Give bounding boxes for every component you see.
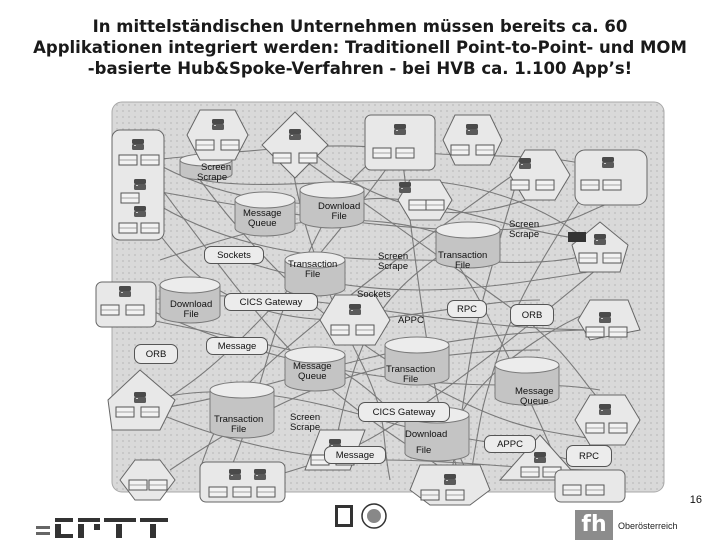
label-transaction-file-3: Transaction File xyxy=(386,364,436,385)
label-screen-scrape-3: Screen Scrape xyxy=(378,251,409,272)
label-transaction-file-2: Transaction File xyxy=(438,250,488,271)
label-appc-2: APPC xyxy=(484,435,536,453)
app-cluster-left-mid xyxy=(96,282,156,327)
app-cluster-bottom-far-right xyxy=(555,470,625,502)
label-screen-scrape-2: Screen Scrape xyxy=(509,219,540,240)
label-download-file-2: Download File xyxy=(170,299,213,320)
app-cluster-top-4 xyxy=(443,115,502,165)
label-orb-1: ORB xyxy=(510,304,554,326)
label-sockets-1: Sockets xyxy=(204,246,264,264)
app-cluster-bottom-mid xyxy=(410,465,490,505)
label-file-3: File xyxy=(416,445,432,456)
label-rpc-2: RPC xyxy=(566,445,612,467)
label-transaction-file-4: Transaction File xyxy=(214,414,264,435)
label-message-queue-2: Message Queue xyxy=(293,361,332,382)
app-cluster-top-1 xyxy=(187,110,248,160)
app-cluster-center-hex xyxy=(320,295,390,345)
app-cluster-left-top xyxy=(112,130,164,240)
label-orb-2: ORB xyxy=(134,344,178,364)
label-download-file-1: Download File xyxy=(318,201,361,222)
label-sockets-2: Sockets xyxy=(357,289,391,300)
label-message-1: Message xyxy=(206,337,268,355)
label-rpc-1: RPC xyxy=(447,300,487,318)
label-message-2: Message xyxy=(324,446,386,464)
title-line-1: In mittelständischen Unternehmen müssen bereits ca. 60 xyxy=(92,17,628,36)
label-message-queue-3: Message Queue xyxy=(515,386,554,407)
label-screen-scrape-4: Screen Scrape xyxy=(290,412,321,433)
title-line-2: Applikationen integriert werden: Traditionell Point-to-Point- und MOM xyxy=(33,38,687,57)
fh-logo: fh xyxy=(575,510,613,540)
app-cluster-bottom-left xyxy=(200,462,285,502)
label-appc-1: APPC xyxy=(398,315,424,326)
page-number: 16 xyxy=(689,494,702,506)
label-cics-gateway-2: CICS Gateway xyxy=(358,402,450,422)
label-screen-scrape-1: Screen Scrape xyxy=(197,162,232,183)
app-cluster-mid-top xyxy=(398,180,452,220)
title-line-3: -basierte Hub&Spoke-Verfahren - bei HVB ca. 1.100 App’s! xyxy=(87,59,633,78)
label-transaction-file-1: Transaction File xyxy=(288,259,338,280)
label-cics-gateway-1: CICS Gateway xyxy=(224,293,318,311)
app-cluster-top-3 xyxy=(365,115,435,170)
label-message-queue-1: Message Queue xyxy=(243,208,282,229)
university-crest xyxy=(335,504,386,528)
crt-logo xyxy=(36,518,168,538)
label-download-3: Download xyxy=(405,429,448,440)
fh-logo-text: Oberösterreich xyxy=(618,521,678,531)
app-cluster-right-top-2 xyxy=(575,150,647,205)
